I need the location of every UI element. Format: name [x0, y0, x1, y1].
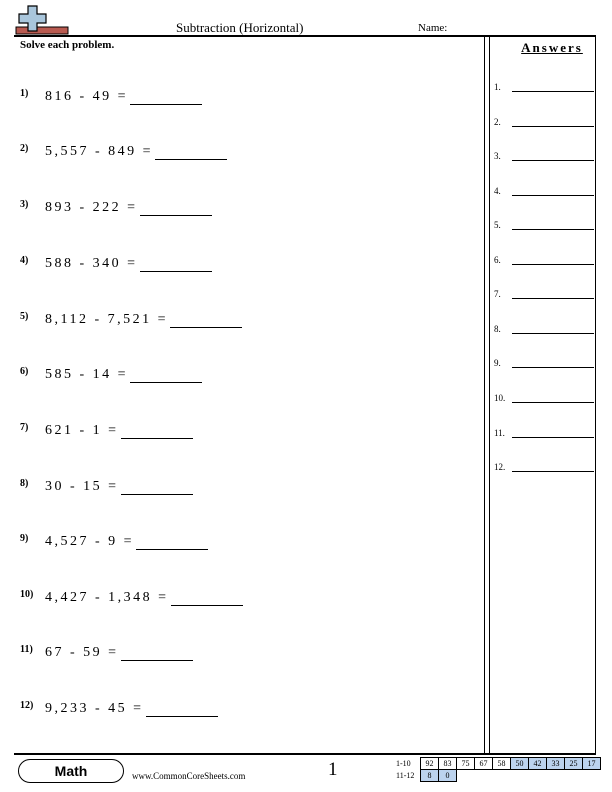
problem-number: 12): [20, 700, 34, 711]
website-text: www.CommonCoreSheets.com: [132, 771, 246, 781]
worksheet-title: Subtraction (Horizontal): [176, 20, 304, 35]
page-number: 1: [328, 759, 338, 780]
score-cell: 33: [547, 758, 565, 770]
answer-number: 5.: [494, 220, 501, 230]
answer-key-item: [494, 78, 594, 92]
answer-line[interactable]: [512, 90, 594, 92]
problem-number: 11): [20, 644, 33, 655]
problem-number: 10): [20, 589, 34, 600]
answer-line[interactable]: [512, 470, 594, 472]
problem-item: [20, 421, 193, 439]
answer-line[interactable]: [512, 125, 594, 127]
answer-blank[interactable]: [146, 715, 218, 717]
score-cell: 67: [475, 758, 493, 770]
answer-line[interactable]: [512, 366, 594, 368]
problem-expression: 30 - 15 =: [45, 479, 119, 494]
answer-key-item: [494, 285, 594, 299]
answer-number: 8.: [494, 324, 501, 334]
problem-expression: 9,233 - 45 =: [45, 701, 144, 716]
answer-number: 12.: [494, 462, 506, 472]
answer-blank[interactable]: [171, 604, 243, 606]
answer-line[interactable]: [512, 297, 594, 299]
score-cell: 92: [421, 758, 439, 770]
answer-key-item: [494, 458, 594, 472]
column-divider-inner: [489, 37, 490, 753]
problem-item: [20, 87, 202, 105]
answer-number: 10.: [494, 393, 506, 403]
problem-number: 8): [20, 478, 29, 489]
answer-column-edge: [595, 37, 596, 753]
answer-key-item: [494, 147, 594, 161]
instructions: Solve each problem.: [20, 39, 115, 51]
answer-number: 1.: [494, 82, 501, 92]
answer-key-item: [494, 216, 594, 230]
answer-blank[interactable]: [130, 381, 202, 383]
answers-title: Answers: [521, 40, 583, 55]
answer-number: 2.: [494, 117, 501, 127]
score-cell: 75: [457, 758, 475, 770]
answer-key-item: [494, 113, 594, 127]
answer-blank[interactable]: [121, 493, 193, 495]
answer-key-item: [494, 389, 594, 403]
answer-number: 11.: [494, 428, 505, 438]
problem-expression: 585 - 14 =: [45, 367, 129, 382]
problem-expression: 621 - 1 =: [45, 423, 119, 438]
header-rule: [14, 35, 596, 37]
score-cell: 8: [421, 770, 439, 782]
problem-expression: 67 - 59 =: [45, 645, 119, 660]
answer-blank[interactable]: [121, 659, 193, 661]
logo-plus-icon: [14, 5, 70, 35]
answer-line[interactable]: [512, 159, 594, 161]
score-row-label: 11-12: [396, 771, 415, 780]
score-row: [396, 770, 601, 782]
answer-key-item: [494, 424, 594, 438]
answer-number: 9.: [494, 358, 501, 368]
problem-item: [20, 477, 193, 495]
answer-number: 4.: [494, 186, 501, 196]
answer-line[interactable]: [512, 194, 594, 196]
score-cell: 58: [493, 758, 511, 770]
problem-number: 6): [20, 366, 29, 377]
answer-line[interactable]: [512, 436, 594, 438]
problem-item: [20, 365, 202, 383]
answer-line[interactable]: [512, 401, 594, 403]
answer-blank[interactable]: [155, 158, 227, 160]
score-cell: 83: [439, 758, 457, 770]
answer-blank[interactable]: [130, 103, 202, 105]
problem-item: [20, 198, 212, 216]
name-label: Name:: [418, 22, 448, 34]
problem-expression: 588 - 340 =: [45, 256, 138, 271]
problem-expression: 4,427 - 1,348 =: [45, 590, 169, 605]
answer-line[interactable]: [512, 263, 594, 265]
problem-number: 5): [20, 311, 29, 322]
answer-blank[interactable]: [140, 214, 212, 216]
answer-key-item: [494, 251, 594, 265]
answer-blank[interactable]: [136, 548, 208, 550]
score-cell: 25: [565, 758, 583, 770]
answer-line[interactable]: [512, 228, 594, 230]
problem-number: 2): [20, 143, 29, 154]
problem-expression: 5,557 - 849 =: [45, 144, 154, 159]
problem-expression: 4,527 - 9 =: [45, 534, 135, 549]
answer-line[interactable]: [512, 332, 594, 334]
problem-item: [20, 699, 218, 717]
problem-expression: 816 - 49 =: [45, 89, 129, 104]
column-divider: [484, 37, 485, 753]
score-row-label: 1-10: [396, 759, 411, 768]
problem-number: 1): [20, 88, 29, 99]
answer-number: 3.: [494, 151, 501, 161]
math-badge: Math: [18, 759, 124, 783]
problem-item: [20, 643, 193, 661]
problem-number: 3): [20, 199, 29, 210]
problem-item: [20, 254, 212, 272]
problem-number: 4): [20, 255, 29, 266]
answer-blank[interactable]: [170, 326, 242, 328]
answer-key-item: [494, 354, 594, 368]
answer-blank[interactable]: [140, 270, 212, 272]
problem-expression: 8,112 - 7,521 =: [45, 312, 169, 327]
problem-item: [20, 532, 208, 550]
answer-key-item: [494, 182, 594, 196]
score-cell: 17: [583, 758, 601, 770]
answer-number: 7.: [494, 289, 501, 299]
answer-key-item: [494, 320, 594, 334]
footer-rule: [14, 753, 596, 755]
score-table: [396, 757, 601, 782]
score-cell: 42: [529, 758, 547, 770]
problem-expression: 893 - 222 =: [45, 200, 138, 215]
problem-item: [20, 588, 243, 606]
score-cell: 50: [511, 758, 529, 770]
answer-blank[interactable]: [121, 437, 193, 439]
problem-item: [20, 142, 227, 160]
problem-number: 7): [20, 422, 29, 433]
problem-item: [20, 310, 242, 328]
problem-number: 9): [20, 533, 29, 544]
answer-number: 6.: [494, 255, 501, 265]
score-row: [396, 758, 601, 770]
score-cell: 0: [439, 770, 457, 782]
